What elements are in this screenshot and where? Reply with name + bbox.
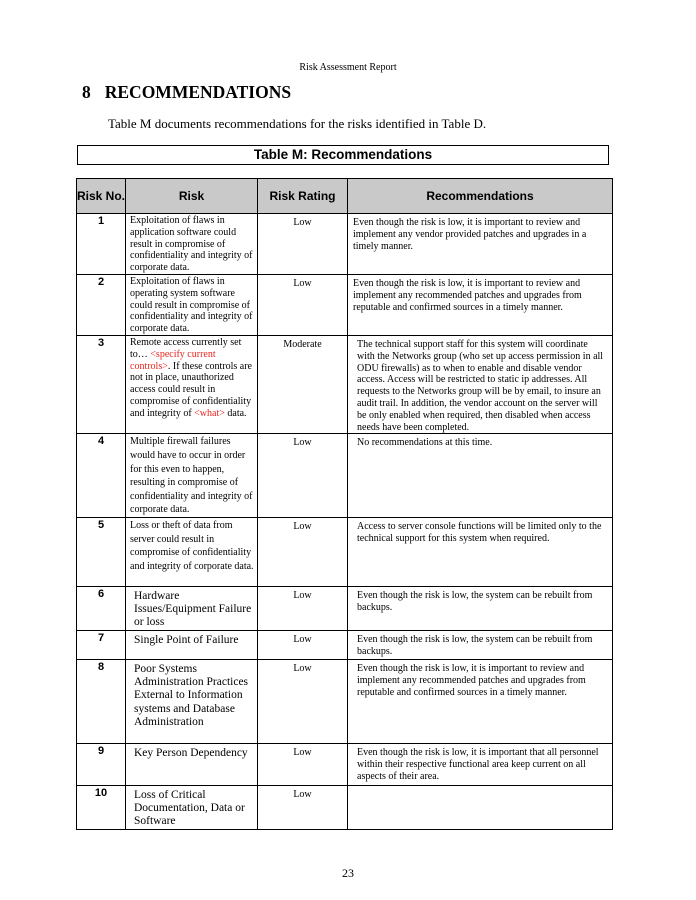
recommendation-text: Even though the risk is low, it is important to review and implement any recommended patches and upgrades from reputable and confirmed sources in a timely manner. <box>348 659 613 743</box>
section-title: RECOMMENDATIONS <box>104 82 292 102</box>
table-row <box>77 214 613 275</box>
risk-text: data. <box>224 407 247 419</box>
column-header-risk: Risk <box>126 179 258 214</box>
table-row <box>77 659 613 743</box>
risk-description: Single Point of Failure <box>126 630 258 659</box>
recommendation-text: Access to server console functions will be limited only to the technical support for this system when required. <box>348 517 613 586</box>
risk-number: 4 <box>77 434 126 518</box>
column-header-risk-rating: Risk Rating <box>258 179 348 214</box>
risk-number: 8 <box>77 659 126 743</box>
risk-rating: Low <box>258 743 348 785</box>
intro-paragraph: Table M documents recommendations for the risks identified in Table D. <box>108 116 487 131</box>
risk-number: 3 <box>77 335 126 433</box>
risk-rating: Low <box>258 275 348 336</box>
page-number: 23 <box>342 866 354 880</box>
risk-rating: Low <box>258 586 348 630</box>
risk-text: . If these controls are not in place, unauthorized access could result in compromise of confidentiality and integrity of <box>130 360 252 419</box>
risk-description: Loss or theft of data from server could result in compromise of confidentiality and integrity of corporate data. <box>126 517 258 586</box>
running-header: Risk Assessment Report <box>299 62 397 73</box>
risk-description: Poor Systems Administration Practices External to Information systems and Database Administration <box>126 659 258 743</box>
risk-text: Remote access currently set to… <box>130 336 242 360</box>
risk-number: 7 <box>77 630 126 659</box>
recommendation-text <box>348 785 613 829</box>
risk-rating: Low <box>258 214 348 275</box>
placeholder-specify-controls: <specify current controls> <box>130 348 216 372</box>
risk-rating: Low <box>258 434 348 518</box>
risk-description: Multiple firewall failures would have to occur in order for this even to happen, resulting in compromise of confidentiality and integrity of corporate data. <box>126 434 258 518</box>
column-header-recommendations: Recommendations <box>348 179 613 214</box>
section-heading <box>82 82 291 103</box>
risk-rating: Low <box>258 659 348 743</box>
table-row <box>77 335 613 433</box>
table-caption: Table M: Recommendations <box>77 145 609 165</box>
recommendation-text: Even though the risk is low, the system can be rebuilt from backups. <box>348 586 613 630</box>
risk-rating: Low <box>258 785 348 829</box>
risk-description: Loss of Critical Documentation, Data or Software <box>126 785 258 829</box>
risk-description: Key Person Dependency <box>126 743 258 785</box>
table-header-row <box>77 179 613 214</box>
column-header-risk-no: Risk No. <box>77 179 126 214</box>
recommendation-text: Even though the risk is low, the system can be rebuilt from backups. <box>348 630 613 659</box>
risk-number: 2 <box>77 275 126 336</box>
placeholder-what: <what> <box>194 407 225 419</box>
risk-rating: Low <box>258 630 348 659</box>
risk-number: 1 <box>77 214 126 275</box>
risk-number: 5 <box>77 517 126 586</box>
risk-rating: Moderate <box>258 335 348 433</box>
risk-description <box>126 335 258 433</box>
table-row <box>77 434 613 518</box>
risk-description: Exploitation of flaws in operating system software could result in compromise of confidentiality and integrity of corporate data. <box>126 275 258 336</box>
table-row <box>77 743 613 785</box>
recommendations-table <box>76 178 613 830</box>
risk-number: 6 <box>77 586 126 630</box>
recommendation-text: Even though the risk is low, it is important that all personnel within their respective functional area keep current on all aspects of their area. <box>348 743 613 785</box>
table-row <box>77 517 613 586</box>
table-row <box>77 785 613 829</box>
risk-number: 9 <box>77 743 126 785</box>
recommendation-text: Even though the risk is low, it is important to review and implement any vendor provided patches and upgrades in a timely manner. <box>348 214 613 275</box>
table-row <box>77 630 613 659</box>
recommendation-text: The technical support staff for this system will coordinate with the Networks group (who set up access permission in all ODU firewalls) as to when to enable and disable vendor access. Access will be restricted to static ip addresses. All requests to the Networks group will be by email, to insure an audit trail. In addition, the vendor account on the server will be only enabled when required, then disabled when access needs have been completed. <box>348 335 613 433</box>
risk-description: Exploitation of flaws in application software could result in compromise of confidentiality and integrity of corporate data. <box>126 214 258 275</box>
risk-description: Hardware Issues/Equipment Failure or loss <box>126 586 258 630</box>
risk-rating: Low <box>258 517 348 586</box>
recommendation-text: Even though the risk is low, it is important to review and implement any recommended patches and upgrades from reputable and confirmed sources in a timely manner. <box>348 275 613 336</box>
section-number: 8 <box>82 82 91 102</box>
risk-number: 10 <box>77 785 126 829</box>
table-row <box>77 275 613 336</box>
recommendation-text: No recommendations at this time. <box>348 434 613 518</box>
table-row <box>77 586 613 630</box>
